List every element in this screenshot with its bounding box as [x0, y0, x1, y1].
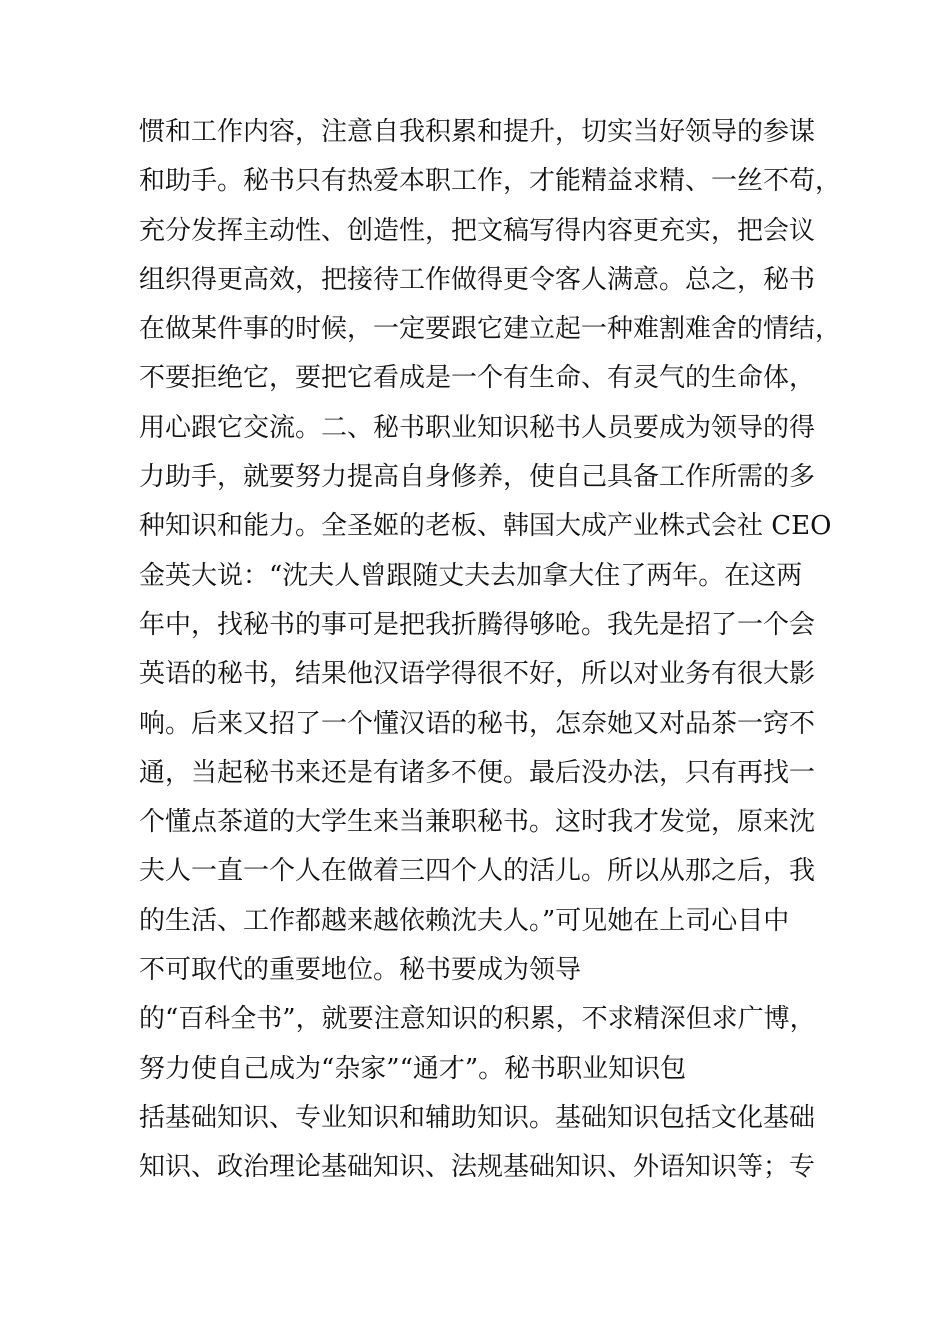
text-line: 通，当起秘书来还是有诸多不便。最后没办法，只有再找一: [139, 757, 816, 788]
body-text: [139, 108, 842, 1193]
text-line: 力助手，就要努力提高自身修养，使自己具备工作所需的多: [139, 462, 816, 493]
text-line: 在做某件事的时候，一定要跟它建立起一种难割难舍的情结，: [139, 314, 842, 345]
text-line: 和助手。秘书只有热爱本职工作，才能精益求精、一丝不苟，: [139, 166, 842, 197]
text-line: 年中，找秘书的事可是把我折腾得够呛。我先是招了一个会: [139, 609, 816, 640]
text-line: 不要拒绝它，要把它看成是一个有生命、有灵气的生命体，: [139, 363, 816, 394]
text-line: 用心跟它交流。二、秘书职业知识秘书人员要成为领导的得: [139, 412, 816, 443]
text-line: 英语的秘书，结果他汉语学得很不好，所以对业务有很大影: [139, 659, 816, 690]
text-line: 知识、政治理论基础知识、法规基础知识、外语知识等；专: [139, 1152, 816, 1183]
text-line: 的“百科全书”，就要注意知识的积累，不求精深但求广博，: [139, 1004, 816, 1035]
text-line: 组织得更高效，把接待工作做得更令客人满意。总之，秘书: [139, 264, 816, 295]
text-line: 不可取代的重要地位。秘书要成为领导: [139, 955, 582, 986]
text-line: 响。后来又招了一个懂汉语的秘书，怎奈她又对品茶一窍不: [139, 708, 816, 739]
text-line: 金英大说：“沈夫人曾跟随丈夫去加拿大住了两年。在这两: [139, 560, 803, 591]
text-line: 努力使自己成为“杂家”“通才”。秘书职业知识包: [139, 1053, 687, 1084]
text-line: 种知识和能力。全圣姬的老板、韩国大成产业株式会社 CEO: [139, 511, 832, 542]
text-line: 的生活、工作都越来越依赖沈夫人。”可见她在上司心目中: [139, 905, 790, 936]
text-line: 充分发挥主动性、创造性，把文稿写得内容更充实，把会议: [139, 215, 816, 246]
text-line: 个懂点茶道的大学生来当兼职秘书。这时我才发觉，原来沈: [139, 807, 816, 838]
text-line: 夫人一直一个人在做着三四个人的活儿。所以从那之后，我: [139, 856, 816, 887]
text-line: 括基础知识、专业知识和辅助知识。基础知识包括文化基础: [139, 1102, 816, 1133]
text-line: 惯和工作内容，注意自我积累和提升，切实当好领导的参谋: [139, 117, 816, 147]
